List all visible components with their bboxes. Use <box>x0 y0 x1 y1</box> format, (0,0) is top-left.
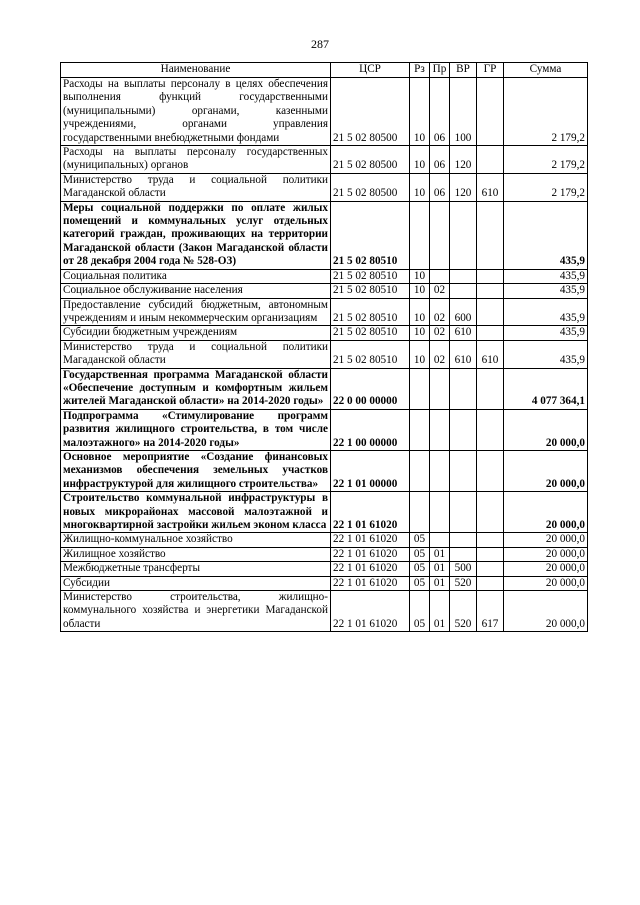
cell-name: Министерство труда и социальной политики Магаданской области <box>61 340 331 368</box>
cell-csr: 21 5 02 80500 <box>331 146 410 174</box>
cell-name: Субсидии <box>61 576 331 590</box>
cell-sum: 20 000,0 <box>504 562 588 576</box>
page-number: 287 <box>311 37 329 51</box>
cell-sum: 4 077 364,1 <box>504 368 588 409</box>
cell-rz <box>410 368 430 409</box>
cell-sum: 2 179,2 <box>504 173 588 201</box>
cell-vr <box>450 533 477 547</box>
cell-gr <box>477 492 504 533</box>
cell-csr: 21 5 02 80510 <box>331 340 410 368</box>
cell-csr: 22 1 01 61020 <box>331 533 410 547</box>
cell-pr <box>430 368 450 409</box>
table-row <box>61 146 588 174</box>
column-header-pr: Пр <box>430 63 450 78</box>
cell-gr <box>477 562 504 576</box>
cell-vr: 520 <box>450 591 477 632</box>
cell-vr: 120 <box>450 173 477 201</box>
cell-csr: 22 1 01 61020 <box>331 547 410 561</box>
cell-vr: 120 <box>450 146 477 174</box>
cell-rz: 05 <box>410 547 430 561</box>
cell-name: Субсидии бюджетным учреждениям <box>61 326 331 340</box>
cell-sum: 20 000,0 <box>504 576 588 590</box>
cell-gr <box>477 368 504 409</box>
table-row <box>61 78 588 146</box>
cell-name: Министерство строительства, жилищно-коммунального хозяйства и энергетики Магаданской области <box>61 591 331 632</box>
cell-pr <box>430 409 450 450</box>
cell-pr: 01 <box>430 591 450 632</box>
column-header-rz: Рз <box>410 63 430 78</box>
table-row <box>61 298 588 326</box>
cell-gr <box>477 547 504 561</box>
cell-name: Государственная программа Магаданской области «Обеспечение доступным и комфортным жильем жителей Магаданской области» на 2014-2020 годы» <box>61 368 331 409</box>
column-header-name: Наименование <box>61 63 331 78</box>
cell-name: Расходы на выплаты персоналу в целях обеспечения выполнения функций государственными (муниципальными) органами, казенными учреждениями, органами управления государственными внебюджетными фондами <box>61 78 331 146</box>
table-row <box>61 450 588 491</box>
cell-name: Социальное обслуживание населения <box>61 284 331 298</box>
column-header-csr: ЦСР <box>331 63 410 78</box>
cell-rz: 10 <box>410 326 430 340</box>
table-row <box>61 284 588 298</box>
cell-name: Расходы на выплаты персоналу государственных (муниципальных) органов <box>61 146 331 174</box>
cell-gr <box>477 533 504 547</box>
cell-vr <box>450 269 477 283</box>
cell-vr: 610 <box>450 340 477 368</box>
cell-pr <box>430 533 450 547</box>
cell-rz: 05 <box>410 533 430 547</box>
cell-rz <box>410 409 430 450</box>
cell-rz <box>410 201 430 269</box>
cell-sum: 435,9 <box>504 201 588 269</box>
cell-pr <box>430 201 450 269</box>
cell-name: Предоставление субсидий бюджетным, автономным учреждениям и иным некоммерческим организациям <box>61 298 331 326</box>
cell-csr: 22 1 01 61020 <box>331 562 410 576</box>
cell-pr: 06 <box>430 78 450 146</box>
cell-csr: 22 0 00 00000 <box>331 368 410 409</box>
table-row <box>61 173 588 201</box>
cell-name: Жилищное хозяйство <box>61 547 331 561</box>
cell-pr: 06 <box>430 146 450 174</box>
cell-sum: 435,9 <box>504 269 588 283</box>
cell-name: Межбюджетные трансферты <box>61 562 331 576</box>
cell-csr: 21 5 02 80500 <box>331 78 410 146</box>
table-row <box>61 547 588 561</box>
cell-rz: 10 <box>410 298 430 326</box>
table-row <box>61 409 588 450</box>
cell-vr: 520 <box>450 576 477 590</box>
cell-name: Жилищно-коммунальное хозяйство <box>61 533 331 547</box>
cell-csr: 21 5 02 80510 <box>331 269 410 283</box>
cell-rz: 05 <box>410 576 430 590</box>
cell-csr: 21 5 02 80500 <box>331 173 410 201</box>
table-row <box>61 269 588 283</box>
cell-name: Подпрограмма «Стимулирование программ развития жилищного строительства, в том числе малоэтажного» на 2014-2020 годы» <box>61 409 331 450</box>
table-row <box>61 576 588 590</box>
cell-rz: 05 <box>410 562 430 576</box>
table-row <box>61 340 588 368</box>
cell-pr <box>430 450 450 491</box>
cell-rz <box>410 492 430 533</box>
cell-rz: 10 <box>410 78 430 146</box>
cell-gr <box>477 269 504 283</box>
cell-gr <box>477 576 504 590</box>
cell-gr <box>477 284 504 298</box>
cell-vr: 610 <box>450 326 477 340</box>
cell-pr <box>430 492 450 533</box>
cell-csr: 22 1 01 61020 <box>331 591 410 632</box>
cell-vr: 100 <box>450 78 477 146</box>
cell-gr: 617 <box>477 591 504 632</box>
cell-vr: 500 <box>450 562 477 576</box>
cell-pr <box>430 269 450 283</box>
cell-gr <box>477 298 504 326</box>
cell-rz: 10 <box>410 173 430 201</box>
table-header-row <box>61 63 588 78</box>
cell-sum: 20 000,0 <box>504 492 588 533</box>
cell-rz: 10 <box>410 340 430 368</box>
table-row <box>61 533 588 547</box>
cell-rz: 10 <box>410 146 430 174</box>
table-row <box>61 492 588 533</box>
cell-vr <box>450 284 477 298</box>
cell-csr: 21 5 02 80510 <box>331 298 410 326</box>
cell-sum: 435,9 <box>504 284 588 298</box>
cell-sum: 20 000,0 <box>504 409 588 450</box>
cell-rz <box>410 450 430 491</box>
cell-vr <box>450 547 477 561</box>
cell-pr: 01 <box>430 562 450 576</box>
cell-sum: 435,9 <box>504 298 588 326</box>
cell-rz: 10 <box>410 269 430 283</box>
cell-sum: 20 000,0 <box>504 547 588 561</box>
cell-vr <box>450 201 477 269</box>
cell-pr: 01 <box>430 547 450 561</box>
cell-csr: 22 1 01 61020 <box>331 492 410 533</box>
cell-vr <box>450 409 477 450</box>
cell-csr: 22 1 01 00000 <box>331 450 410 491</box>
cell-name: Социальная политика <box>61 269 331 283</box>
cell-vr: 600 <box>450 298 477 326</box>
table-row <box>61 326 588 340</box>
cell-pr: 02 <box>430 284 450 298</box>
cell-pr: 02 <box>430 340 450 368</box>
column-header-gr: ГР <box>477 63 504 78</box>
cell-gr: 610 <box>477 173 504 201</box>
cell-csr: 22 1 00 00000 <box>331 409 410 450</box>
cell-gr: 610 <box>477 340 504 368</box>
cell-gr <box>477 78 504 146</box>
cell-csr: 21 5 02 80510 <box>331 201 410 269</box>
cell-rz: 10 <box>410 284 430 298</box>
table-row <box>61 368 588 409</box>
cell-sum: 20 000,0 <box>504 450 588 491</box>
column-header-sum: Сумма <box>504 63 588 78</box>
cell-sum: 20 000,0 <box>504 533 588 547</box>
cell-vr <box>450 492 477 533</box>
table-row <box>61 591 588 632</box>
cell-gr <box>477 450 504 491</box>
cell-sum: 2 179,2 <box>504 146 588 174</box>
cell-name: Меры социальной поддержки по оплате жилых помещений и коммунальных услуг отдельных категорий граждан, проживающих на территории Магаданской области (Закон Магаданской области от 28 декабря 2004 года № 528-ОЗ) <box>61 201 331 269</box>
cell-gr <box>477 201 504 269</box>
cell-sum: 435,9 <box>504 340 588 368</box>
cell-pr: 02 <box>430 298 450 326</box>
cell-name: Основное мероприятие «Создание финансовых механизмов обеспечения земельных участков инфраструктурой для жилищного строительства» <box>61 450 331 491</box>
cell-csr: 21 5 02 80510 <box>331 326 410 340</box>
table-row <box>61 562 588 576</box>
cell-pr: 01 <box>430 576 450 590</box>
cell-pr: 02 <box>430 326 450 340</box>
cell-sum: 435,9 <box>504 326 588 340</box>
cell-rz: 05 <box>410 591 430 632</box>
cell-sum: 20 000,0 <box>504 591 588 632</box>
cell-gr <box>477 409 504 450</box>
cell-csr: 21 5 02 80510 <box>331 284 410 298</box>
cell-gr <box>477 326 504 340</box>
cell-csr: 22 1 01 61020 <box>331 576 410 590</box>
cell-vr <box>450 368 477 409</box>
column-header-vr: ВР <box>450 63 477 78</box>
cell-vr <box>450 450 477 491</box>
cell-gr <box>477 146 504 174</box>
budget-table <box>60 62 588 632</box>
cell-sum: 2 179,2 <box>504 78 588 146</box>
table-body <box>61 78 588 632</box>
cell-name: Строительство коммунальной инфраструктуры в новых микрорайонах массовой малоэтажной и многоквартирной застройки жильем эконом класса <box>61 492 331 533</box>
cell-pr: 06 <box>430 173 450 201</box>
table-row <box>61 201 588 269</box>
cell-name: Министерство труда и социальной политики Магаданской области <box>61 173 331 201</box>
